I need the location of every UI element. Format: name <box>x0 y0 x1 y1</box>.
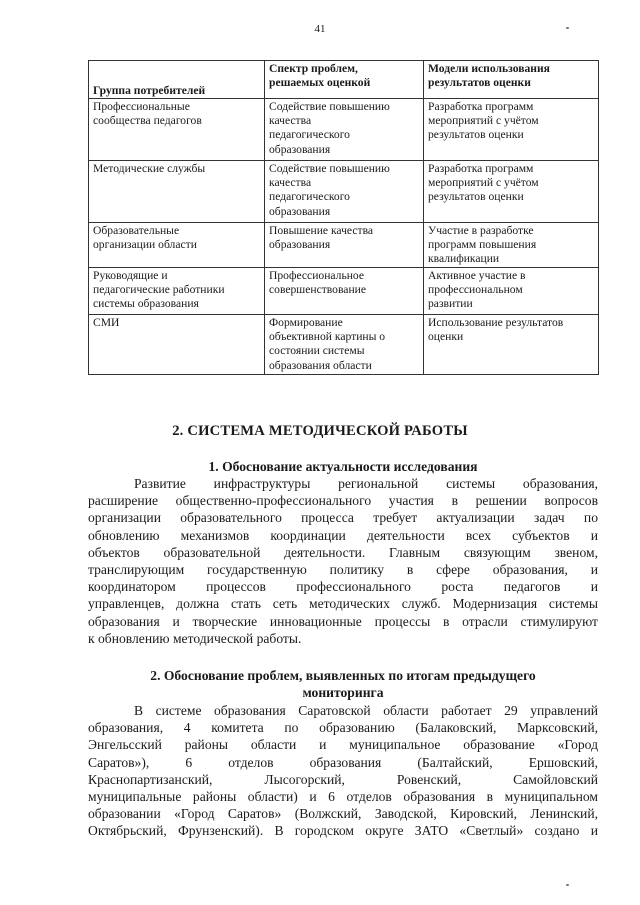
subsection-title: 2. Обоснование проблем, выявленных по итогам предыдущего мониторинга <box>150 668 536 700</box>
paragraph-line: к обновлению методической работы. <box>88 630 302 646</box>
paragraph-line: образовании «Город Саратов» (Волжский, Заводской, Кировский, Ленинский, <box>88 806 598 822</box>
paragraph-line: В системе образования Саратовской области работает 29 управлений <box>134 703 598 718</box>
header-problem-spectrum: Спектр проблем, решаемых оценкой <box>265 61 424 99</box>
table-row <box>89 99 599 161</box>
table-row <box>89 223 599 268</box>
paragraph-line: расширение общественно-профессионального участия в решении вопросов <box>88 493 598 509</box>
table-row <box>89 161 599 223</box>
cell-usage-model: Участие в разработке программ повышения квалификации <box>424 223 599 268</box>
paragraph-line: Саратов»), 6 отделов образования (Балтайский, Ершовский, <box>88 754 598 770</box>
cell-problem-spectrum: Содействие повышению качества педагогического образования <box>265 99 424 161</box>
cell-problem-spectrum: Формирование объективной картины о состоянии системы образования области <box>265 315 424 375</box>
header-usage-models: Модели использования результатов оценки <box>424 61 599 99</box>
cell-consumer-group: Профессиональные сообщества педагогов <box>89 99 265 161</box>
cell-usage-model: Разработка программ мероприятий с учётом результатов оценки <box>424 99 599 161</box>
cell-consumer-group: Образовательные организации области <box>89 223 265 268</box>
cell-problem-spectrum: Повышение качества образования <box>265 223 424 268</box>
section-title: 2. СИСТЕМА МЕТОДИЧЕСКОЙ РАБОТЫ <box>172 423 468 439</box>
paragraph-line: образования и творческие инновационные процессы в отрасли стимулируют <box>88 613 598 629</box>
cell-usage-model: Использование результатов оценки <box>424 315 599 375</box>
table-header-row <box>89 61 599 99</box>
header-consumer-group: Группа потребителей <box>89 61 265 99</box>
cell-problem-spectrum: Профессиональное совершенствование <box>265 268 424 315</box>
cell-usage-model: Разработка программ мероприятий с учётом результатов оценки <box>424 161 599 223</box>
paragraph-relevance <box>88 475 598 647</box>
paragraph-line: транслирующим государственную политику в сфере образования, и <box>88 562 598 578</box>
paragraph-line: объектов образовательной деятельности. Главным связующим звеном, <box>88 544 598 560</box>
paragraph-line: образования, 4 комитета по образованию (Балаковский, Марксовский, <box>88 720 598 736</box>
table-row <box>89 315 599 375</box>
cell-consumer-group: СМИ <box>89 315 265 375</box>
paragraph-line: Краснопартизанский, Лысогорский, Ровенский, Самойловский <box>88 771 598 787</box>
paragraph-line: Октябрьский, Фрунзенский). В городском округе ЗАТО «Светлый» создано и <box>88 823 598 839</box>
consumer-groups-table <box>88 60 599 375</box>
page-number: 41 <box>314 23 326 35</box>
paragraph-line: муниципальные районы области) и 6 отделов образования в муниципальном <box>88 789 598 805</box>
paragraph-problems <box>88 702 598 840</box>
paragraph-line: организации образовательного процесса требует актуализации задач по <box>88 510 598 526</box>
paragraph-line: Развитие инфраструктуры региональной системы образования, <box>134 476 598 491</box>
table-row <box>89 268 599 315</box>
paragraph-line: обновлению механизмов координации деятельности всех субъектов и <box>88 527 598 543</box>
cell-consumer-group: Руководящие и педагогические работники системы образования <box>89 268 265 315</box>
paragraph-line: координатором процессов профессионального роста педагогов и <box>88 579 598 595</box>
paragraph-line: Энгельсский районы области и муниципальное образование «Город <box>88 737 598 753</box>
cell-problem-spectrum: Содействие повышению качества педагогического образования <box>265 161 424 223</box>
cell-consumer-group: Методические службы <box>89 161 265 223</box>
subsection-title: 1. Обоснование актуальности исследования <box>208 459 478 474</box>
cell-usage-model: Активное участие в профессиональном развитии <box>424 268 599 315</box>
paragraph-line: управленцев, должна стать сеть методических служб. Модернизация системы <box>88 596 598 612</box>
scan-speck <box>566 884 569 886</box>
scan-speck <box>566 27 569 29</box>
